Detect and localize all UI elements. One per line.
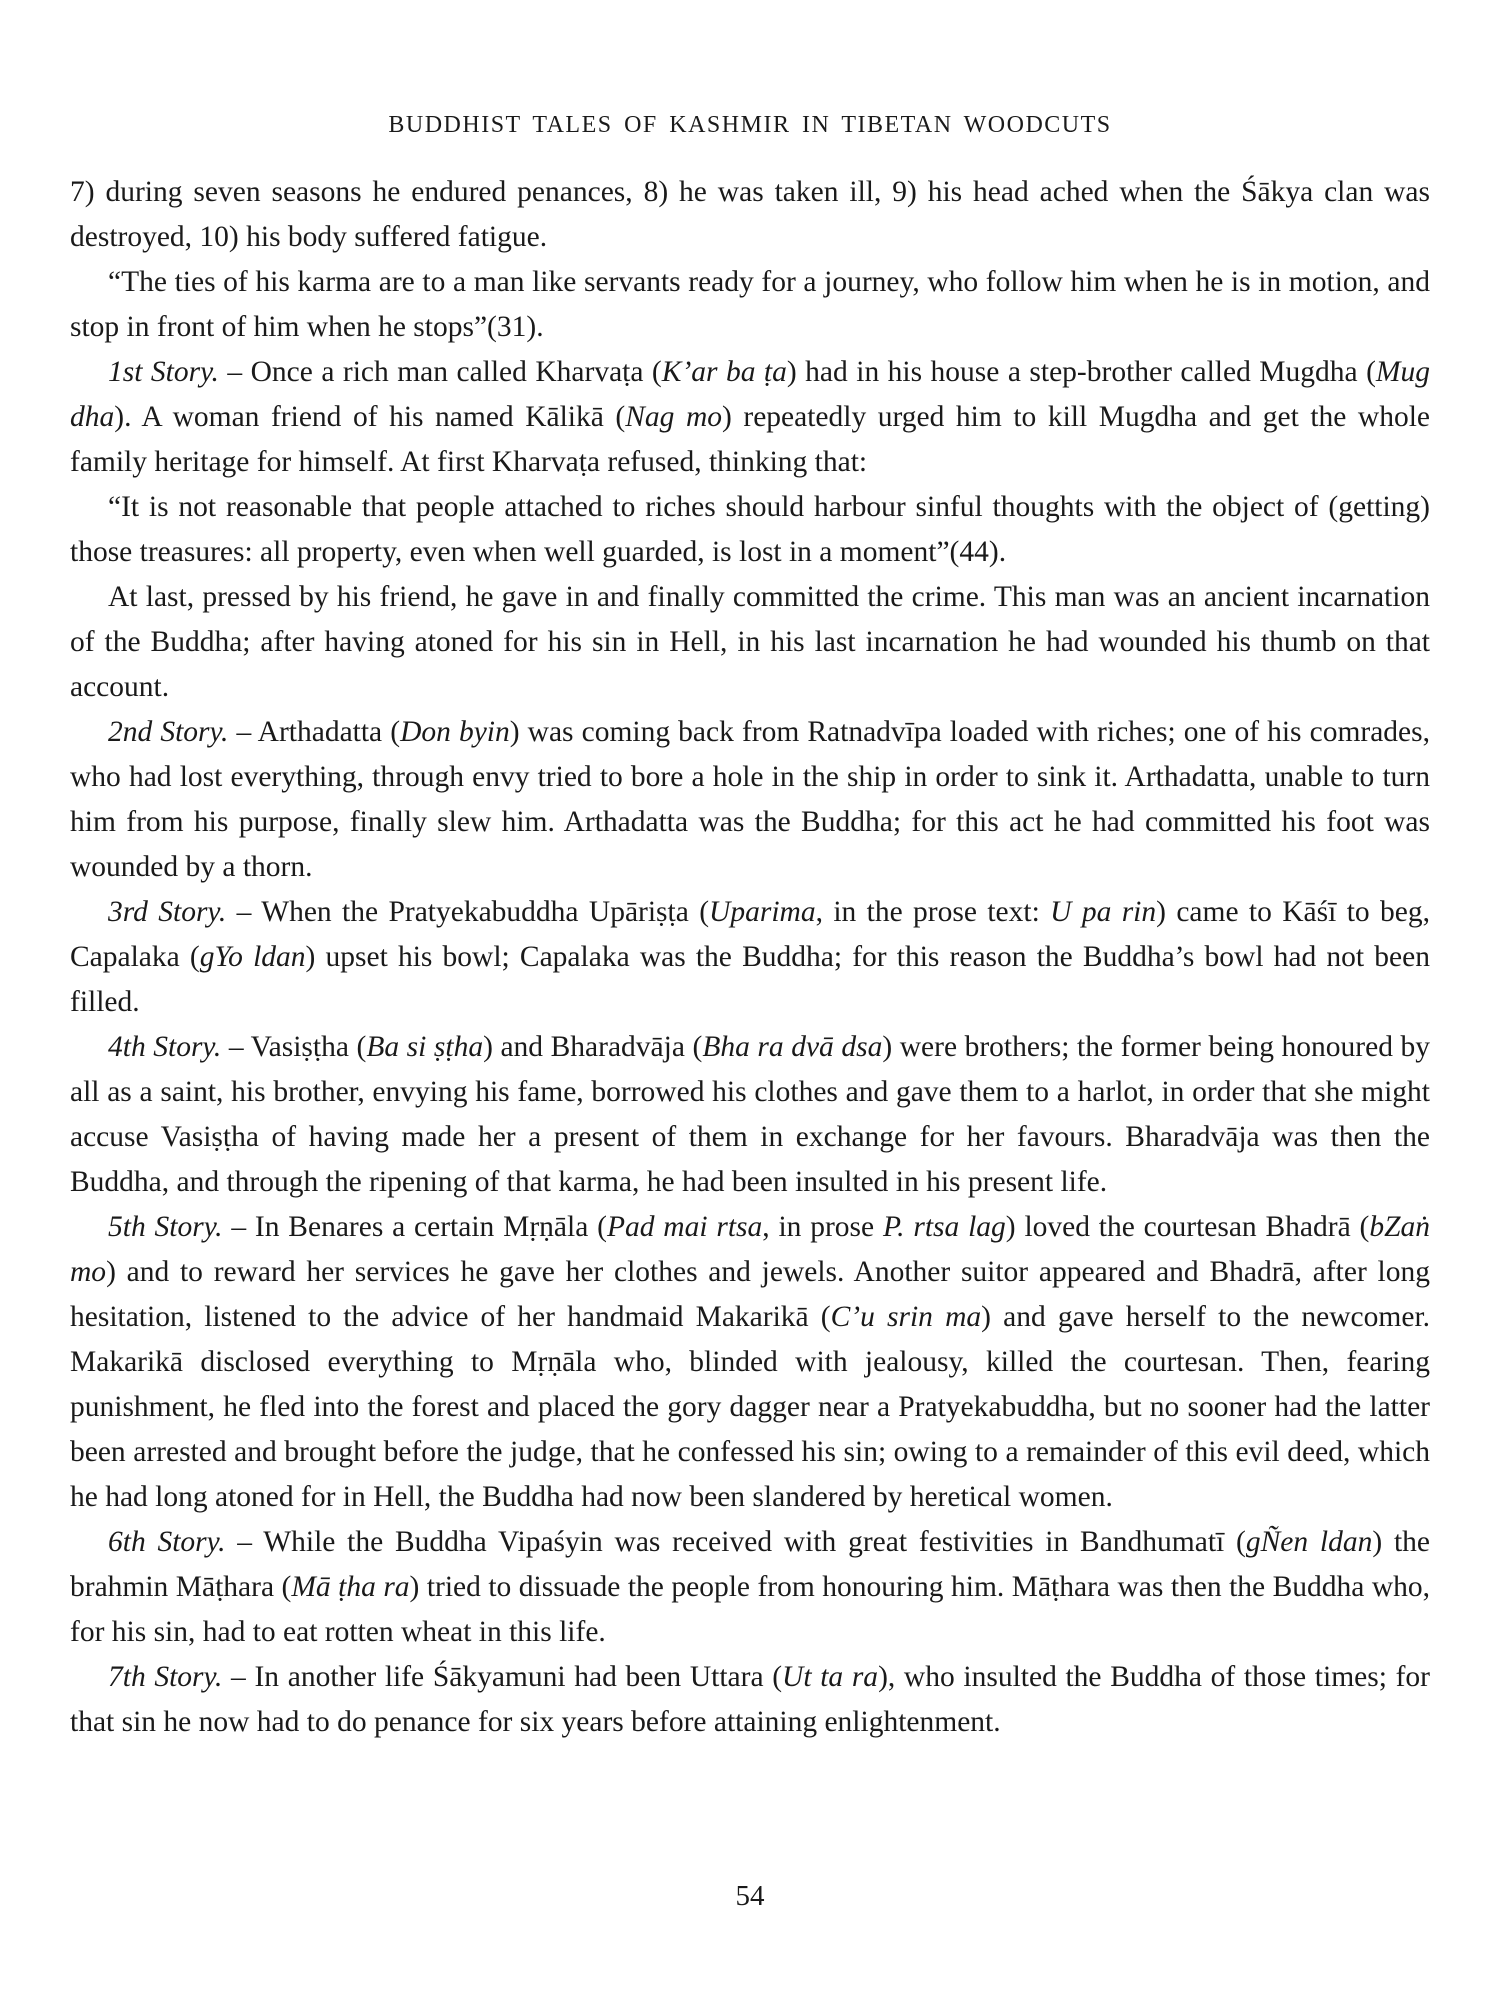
text-run: ) the brahmin Māṭhara ( xyxy=(70,1526,1430,1603)
text-run: ) came to Kāśī to beg, Capalaka ( xyxy=(70,896,1430,973)
text-run: ) upset his bowl; Capalaka was the Buddha; for this reason the Buddha’s bowl had not been filled. xyxy=(70,941,1430,1018)
paragraph xyxy=(70,1655,1430,1745)
paragraph xyxy=(70,710,1430,890)
text-run: – Vasiṣṭha ( xyxy=(221,1031,367,1063)
text-run: “The ties of his karma are to a man like servants ready for a journey, who follow him when he is in motion, and stop in front of him when he stops”(31). xyxy=(70,266,1430,343)
text-run: “It is not reasonable that people attached to riches should harbour sinful thoughts with the object of (getting) those treasures: all property, even when well guarded, is lost in a moment”(44). xyxy=(70,491,1430,568)
italic-text: K’ar ba ṭa xyxy=(661,356,787,388)
italic-text: Mug dha xyxy=(70,356,1430,433)
paragraph xyxy=(70,350,1430,485)
italic-text: 3rd Story. xyxy=(108,896,227,928)
italic-text: Bha ra dvā dsa xyxy=(702,1031,883,1063)
paragraph xyxy=(70,890,1430,1025)
text-run: ) were brothers; the former being honoured by all as a saint, his brother, envying his fame, borrowed his clothes and gave them to a harlot, in order that she might accuse Vasiṣṭha of having made her a present of them in exchange for her favours. Bharadvāja was then the Buddha, and through the ripening of that karma, he had been insulted in his present life. xyxy=(70,1031,1431,1198)
italic-text: Pad mai rtsa xyxy=(606,1211,763,1243)
italic-text: C’u srin ma xyxy=(830,1301,982,1333)
text-run: ). A woman friend of his named Kālikā ( xyxy=(114,401,626,433)
italic-text: 2nd Story. xyxy=(108,716,229,748)
italic-text: gYo ldan xyxy=(199,941,306,973)
paragraph xyxy=(70,260,1430,350)
italic-text: Mā ṭha ra xyxy=(291,1571,410,1603)
italic-text: 6th Story. xyxy=(108,1526,226,1558)
text-run: – When the Pratyekabuddha Upāriṣṭa ( xyxy=(226,896,710,928)
body-text xyxy=(70,170,1430,1745)
paragraph xyxy=(70,575,1430,710)
paragraph xyxy=(70,170,1430,260)
italic-text: 5th Story. xyxy=(108,1211,223,1243)
text-run: ) tried to dissuade the people from honouring him. Māṭhara was then the Buddha who, for his sin, had to eat rotten wheat in this life. xyxy=(70,1571,1430,1648)
text-run: 7) during seven seasons he endured penances, 8) he was taken ill, 9) his head ached when the Śākya clan was destroyed, 10) his body suffered fatigue. xyxy=(70,176,1430,253)
text-run: , in prose xyxy=(762,1211,883,1243)
text-run: – Arthadatta ( xyxy=(228,716,401,748)
paragraph xyxy=(70,1205,1430,1520)
italic-text: 1st Story. xyxy=(108,356,219,388)
italic-text: bZaṅ mo xyxy=(70,1211,1431,1288)
text-run: , in the prose text: xyxy=(815,896,1051,928)
paragraph xyxy=(70,1520,1430,1655)
text-run: – Once a rich man called Kharvaṭa ( xyxy=(218,356,662,388)
text-run: ), who insulted the Buddha of those times; for that sin he now had to do penance for six years before attaining enlightenment. xyxy=(70,1661,1430,1738)
italic-text: Ba si ṣṭha xyxy=(366,1031,484,1063)
italic-text: U pa rin xyxy=(1050,896,1157,928)
italic-text: Don byin xyxy=(400,716,510,748)
italic-text: P. rtsa lag xyxy=(882,1211,1006,1243)
text-run: At last, pressed by his friend, he gave in and finally committed the crime. This man was an ancient incarnation of the Buddha; after having atoned for his sin in Hell, in his last incarnation he had wounded his thumb on that account. xyxy=(70,581,1430,703)
text-run: ) was coming back from Ratnadvīpa loaded with riches; one of his comrades, who had lost everything, through envy tried to bore a hole in the ship in order to sink it. Arthadatta, unable to turn him from his purpose, finally slew him. Arthadatta was the Buddha; for this act he had committed his foot was wounded by a thorn. xyxy=(70,716,1431,883)
italic-text: Ut ta ra xyxy=(782,1661,879,1693)
page-number: 54 xyxy=(735,1880,765,1912)
paragraph xyxy=(70,485,1430,575)
italic-text: Uparima xyxy=(709,896,816,928)
text-run: – While the Buddha Vipaśyin was received with great festivities in Bandhumatī ( xyxy=(225,1526,1246,1558)
text-run: ) repeatedly urged him to kill Mugdha and get the whole family heritage for himself. At first Kharvaṭa refused, thinking that: xyxy=(70,401,1430,478)
italic-text: gÑen ldan xyxy=(1245,1526,1373,1558)
text-run: ) loved the courtesan Bhadrā ( xyxy=(1005,1211,1370,1243)
text-run: ) and Bharadvāja ( xyxy=(483,1031,703,1063)
text-run: ) and to reward her services he gave her clothes and jewels. Another suitor appeared and Bhadrā, after long hesitation, listened to the advice of her handmaid Makarikā ( xyxy=(70,1256,1430,1333)
italic-text: Nag mo xyxy=(625,401,722,433)
paragraph xyxy=(70,1025,1430,1205)
text-run: ) and gave herself to the newcomer. Makarikā disclosed everything to Mṛṇāla who, blinded with jealousy, killed the courtesan. Then, fearing punishment, he fled into the forest and placed the gory dagger near a Pratyekabuddha, but no sooner had the latter been arrested and brought before the judge, that he confessed his sin; owing to a remainder of this evil deed, which he had long atoned for in Hell, the Buddha had now been slandered by heretical women. xyxy=(70,1301,1431,1513)
running-head: BUDDHIST TALES OF KASHMIR IN TIBETAN WOODCUTS xyxy=(388,112,1112,138)
text-run: – In Benares a certain Mṛṇāla ( xyxy=(222,1211,607,1243)
text-run: ) had in his house a step-brother called Mugdha ( xyxy=(786,356,1376,388)
italic-text: 7th Story. xyxy=(108,1661,223,1693)
text-run: – In another life Śākyamuni had been Uttara ( xyxy=(222,1661,783,1693)
italic-text: 4th Story. xyxy=(108,1031,222,1063)
